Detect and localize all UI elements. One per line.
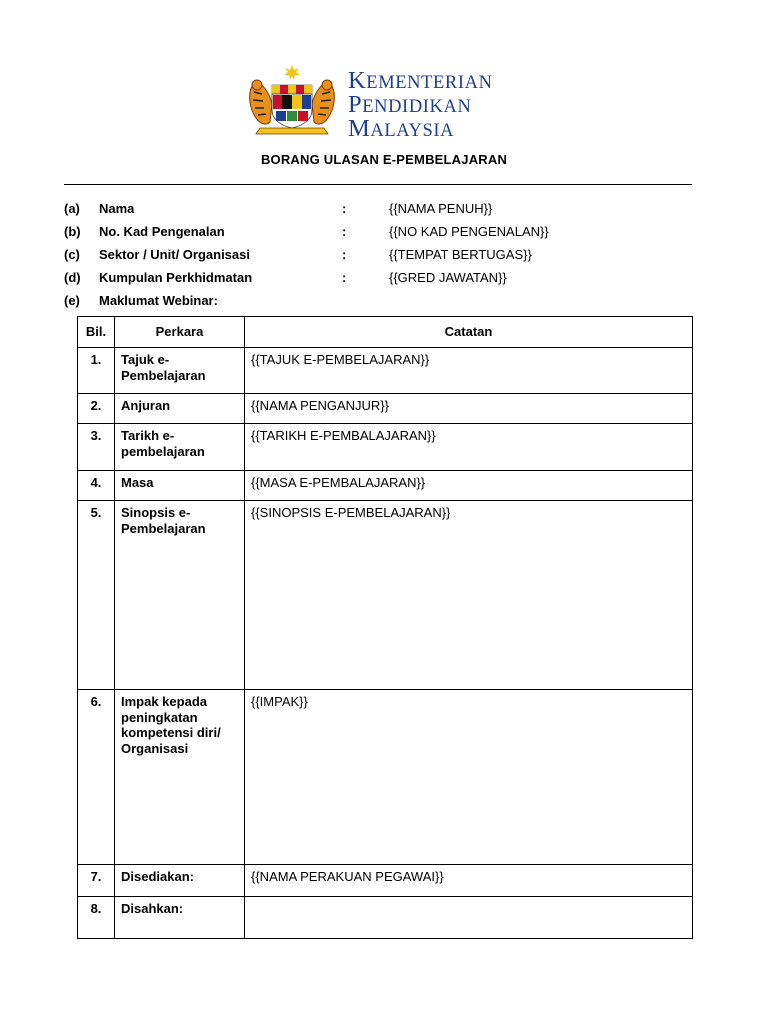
table-row: [78, 865, 693, 897]
row-item: Tarikh e-pembelajaran: [115, 424, 245, 471]
row-item: Disahkan:: [115, 897, 245, 939]
row-note: [245, 897, 693, 939]
personal-info-section: [64, 201, 704, 316]
table-row: [78, 501, 693, 690]
ministry-line: [348, 115, 493, 142]
field-value: {{NO KAD PENGENALAN}}: [389, 224, 549, 239]
ministry-name: [348, 67, 493, 142]
row-item: Impak kepada peningkatan kompetensi diri/ Organisasi: [115, 690, 245, 865]
row-number: 8.: [78, 897, 115, 939]
column-header-item: Perkara: [115, 317, 245, 348]
initial-letter: P: [348, 91, 363, 118]
line-text: ALAYSIA: [370, 121, 455, 141]
initial-letter: M: [348, 115, 371, 142]
field-label: Kumpulan Perkhidmatan: [99, 270, 253, 285]
webinar-details-table: [77, 316, 693, 939]
field-value: {{NAMA PENUH}}: [389, 201, 493, 216]
column-header-notes: Catatan: [245, 317, 693, 348]
form-title: BORANG ULASAN E-PEMBELAJARAN: [260, 152, 508, 167]
row-item: Anjuran: [115, 394, 245, 424]
initial-letter: K: [348, 67, 367, 94]
field-label: Maklumat Webinar:: [99, 293, 218, 308]
info-row-ic-number: [64, 224, 704, 247]
row-letter: (d): [64, 270, 81, 285]
field-label: No. Kad Pengenalan: [99, 224, 225, 239]
row-letter: (e): [64, 293, 80, 308]
row-item: Masa: [115, 471, 245, 501]
row-note: {{IMPAK}}: [245, 690, 693, 865]
line-text: ENDIDIKAN: [362, 97, 472, 117]
table-row: [78, 897, 693, 939]
field-label: Nama: [99, 201, 135, 216]
row-note: {{TARIKH E-PEMBALAJARAN}}: [245, 424, 693, 471]
row-number: 7.: [78, 865, 115, 897]
column-header-number: Bil.: [78, 317, 115, 348]
row-letter: (b): [64, 224, 81, 239]
colon-separator: :: [342, 224, 347, 239]
row-number: 3.: [78, 424, 115, 471]
letterhead: [246, 64, 546, 144]
row-note: {{TAJUK E-PEMBELAJARAN}}: [245, 348, 693, 394]
coat-of-arms-icon: [246, 64, 338, 138]
table-row: [78, 394, 693, 424]
row-item: Disediakan:: [115, 865, 245, 897]
row-note: {{NAMA PERAKUAN PEGAWAI}}: [245, 865, 693, 897]
row-letter: (c): [64, 247, 80, 262]
info-row-webinar-info: [64, 293, 704, 316]
row-letter: (a): [64, 201, 80, 216]
line-text: EMENTERIAN: [366, 73, 493, 93]
table-row: [78, 690, 693, 865]
ministry-line: [348, 67, 493, 94]
info-row-name: [64, 201, 704, 224]
table-row: [78, 471, 693, 501]
field-value: {{GRED JAWATAN}}: [389, 270, 507, 285]
row-note: {{NAMA PENGANJUR}}: [245, 394, 693, 424]
info-row-organisation: [64, 247, 704, 270]
horizontal-divider: [64, 184, 692, 185]
row-number: 2.: [78, 394, 115, 424]
info-row-service-group: [64, 270, 704, 293]
row-number: 4.: [78, 471, 115, 501]
row-note: {{SINOPSIS E-PEMBELAJARAN}}: [245, 501, 693, 690]
table-header-row: [78, 317, 693, 348]
table-row: [78, 348, 693, 394]
row-number: 1.: [78, 348, 115, 394]
row-number: 6.: [78, 690, 115, 865]
field-label: Sektor / Unit/ Organisasi: [99, 247, 250, 262]
row-note: {{MASA E-PEMBALAJARAN}}: [245, 471, 693, 501]
field-value: {{TEMPAT BERTUGAS}}: [389, 247, 532, 262]
row-item: Tajuk e-Pembelajaran: [115, 348, 245, 394]
row-number: 5.: [78, 501, 115, 690]
row-item: Sinopsis e-Pembelajaran: [115, 501, 245, 690]
colon-separator: :: [342, 270, 347, 285]
table-row: [78, 424, 693, 471]
colon-separator: :: [342, 247, 347, 262]
colon-separator: :: [342, 201, 347, 216]
